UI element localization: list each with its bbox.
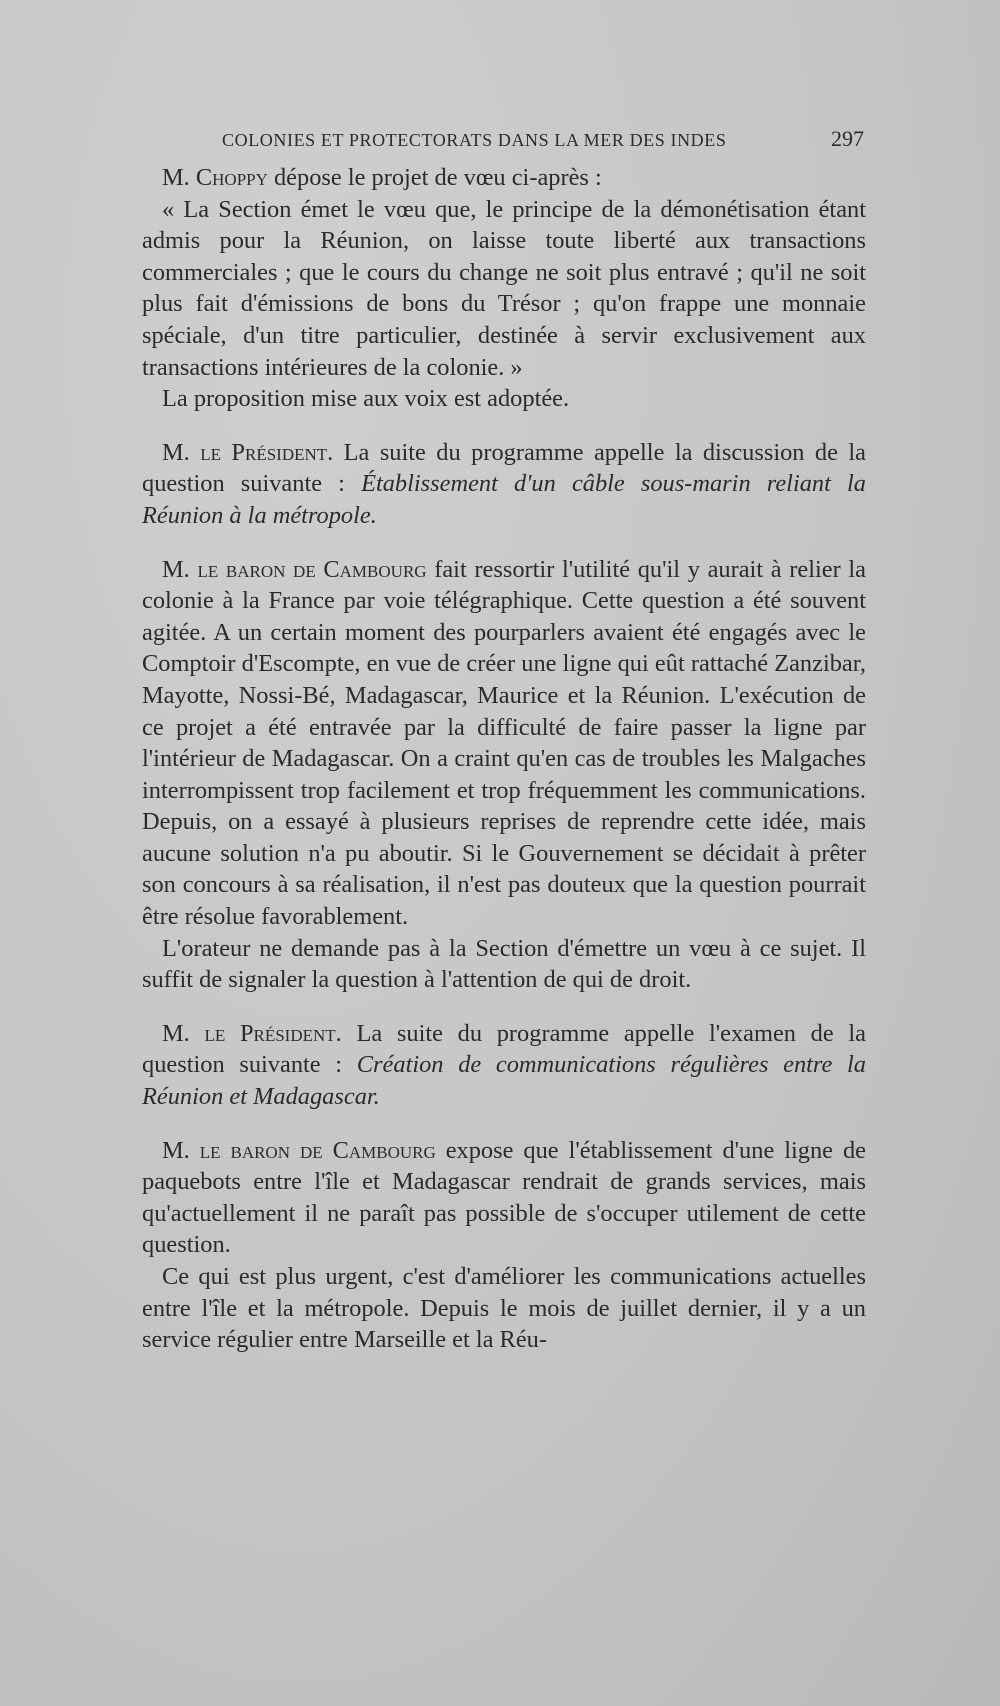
paragraph: [142, 383, 866, 415]
body-text: [142, 162, 866, 1356]
paragraph: [142, 437, 866, 532]
paragraph: [142, 933, 866, 996]
running-title: COLONIES ET PROTECTORATS DANS LA MER DES INDES: [222, 130, 727, 150]
speaker-name: M. le Président.: [162, 438, 334, 466]
paragraph: [142, 1135, 866, 1261]
paragraph-text: fait ressortir l'utilité qu'il y aurait à relier la colonie à la France par voie télégraphique. Cette question a été souvent agitée. A un certain moment des pourparlers avaient été engagés avec le Comptoir d'Escompte, en vue de créer une ligne qui eût rattaché Zanzibar, Mayotte, Nossi-Bé, Madagascar, Maurice et la Réunion. L'exécution de ce projet a été entravée par la difficulté de faire passer la ligne par l'intérieur de Madagascar. On a craint qu'en cas de troubles les Malgaches interrompissent trop facilement et trop fréquemment les communications. Depuis, on a essayé à plusieurs reprises de reprendre cette idée, mais aucune solution n'a pu aboutir. Si le Gouvernement se décidait à prêter son concours à sa réalisation, il n'est pas douteux que la question pourrait être résolue favorablement.: [142, 555, 866, 931]
paragraph-text: L'orateur ne demande pas à la Section d'émettre un vœu à ce sujet. Il suffit de signaler la question à l'attention de qui de droit.: [142, 934, 866, 994]
paragraph-text: La suite du programme appelle la discussion de la question suivante :: [142, 438, 866, 498]
paragraph-text: Ce qui est plus urgent, c'est d'améliorer les communications actuelles entre l'île et la métropole. Depuis le mois de juillet dernier, il y a un service régulier entre Marseille et la Réu-: [142, 1263, 866, 1354]
paragraph-text: « La Section émet le vœu que, le principe de la démonétisation étant admis pour la Réunion, on laisse toute liberté aux transactions commerciales ; que le cours du change ne soit plus entravé ; qu'il ne soit plus fait d'émissions de bons du Trésor ; qu'on frappe une monnaie spéciale, d'un titre particulier, destinée à servir exclusivement aux transactions intérieures de la colonie. »: [142, 195, 866, 381]
running-header: [222, 126, 864, 152]
paragraph-text: La proposition mise aux voix est adoptée.: [162, 385, 570, 413]
speaker-name: M. Choppy: [162, 164, 268, 191]
speaker-name: M. le baron de Cambourg: [162, 555, 427, 583]
question-title: Établissement d'un câble sous-marin reliant la Réunion à la métropole.: [142, 470, 866, 529]
paragraph: [142, 1261, 866, 1356]
paragraph: [142, 554, 866, 933]
page-number: 297: [831, 126, 864, 151]
paragraph-text: expose que l'établissement d'une ligne de paquebots entre l'île et Madagascar rendrait de grands services, mais qu'actuellement il ne paraît pas possible de s'occuper utilement de cette question.: [142, 1136, 866, 1259]
speaker-name: M. le Président.: [162, 1019, 342, 1047]
speaker-name: M. le baron de Cambourg: [162, 1136, 436, 1164]
paragraph: [142, 1018, 866, 1113]
paragraph-text: dépose le projet de vœu ci-après :: [267, 164, 602, 191]
paragraph-text: La suite du programme appelle l'examen de la question suivante :: [142, 1019, 866, 1079]
paragraph: [142, 162, 866, 194]
paragraph: [142, 194, 866, 384]
question-title: Création de communications régulières entre la Réunion et Madagascar.: [142, 1051, 867, 1111]
